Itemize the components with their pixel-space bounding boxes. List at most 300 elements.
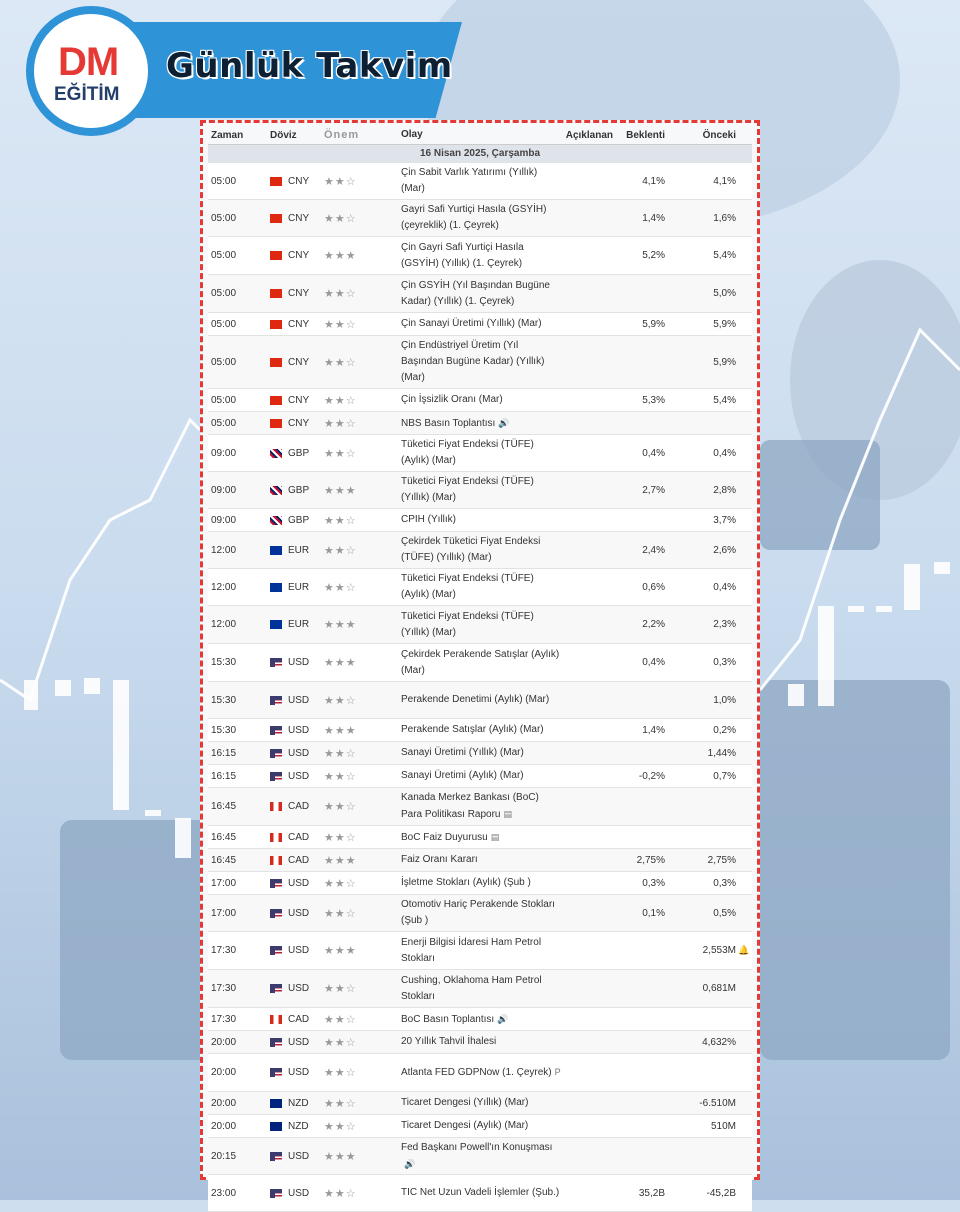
importance-stars-icon: ★★☆ — [324, 877, 357, 890]
event-time: 17:30 — [211, 1013, 237, 1025]
event-previous: 0,7% — [713, 770, 736, 782]
currency-code: USD — [288, 694, 310, 706]
event-time: 17:00 — [211, 907, 237, 919]
currency-code: USD — [288, 945, 310, 956]
importance-stars-icon: ★★★ — [324, 619, 357, 631]
event-time: 17:00 — [211, 877, 237, 889]
event-previous: -45,2B — [706, 1187, 736, 1199]
event-time: 12:00 — [211, 581, 237, 593]
event-currency — [270, 1067, 324, 1078]
event-expected: 1,4% — [642, 212, 665, 224]
event-name-text: Atlanta FED GDPNow (1. Çeyrek) — [401, 1067, 552, 1078]
event-name-text: Sanayi Üretimi (Yıllık) (Mar) — [401, 747, 524, 758]
importance-stars-icon: ★★★ — [324, 1150, 357, 1163]
event-time: 05:00 — [211, 394, 237, 406]
event-name-text: Ticaret Dengesi (Aylık) (Mar) — [401, 1120, 529, 1131]
event-name[interactable] — [401, 336, 561, 388]
table-row[interactable] — [208, 742, 752, 765]
importance-stars-icon: ★★☆ — [324, 581, 357, 594]
event-time: 20:00 — [211, 1067, 237, 1078]
event-previous: 0,5% — [713, 907, 736, 919]
event-time: 12:00 — [211, 544, 237, 556]
event-currency — [270, 250, 324, 261]
event-previous: 1,0% — [713, 694, 736, 706]
event-previous: 4,1% — [713, 175, 736, 187]
event-time: 23:00 — [211, 1187, 237, 1199]
event-time: 15:30 — [211, 724, 237, 736]
importance-stars-icon: ★★☆ — [324, 747, 357, 760]
event-previous: 2,6% — [713, 544, 736, 556]
event-name-text: BoC Faiz Duyurusu — [401, 831, 488, 843]
event-currency — [270, 1188, 324, 1199]
importance-stars-icon: ★★☆ — [324, 831, 357, 844]
importance-stars-icon: ★★☆ — [324, 288, 357, 300]
event-previous: -6.510M — [699, 1097, 736, 1109]
event-time: 15:30 — [211, 657, 237, 668]
table-row[interactable] — [208, 849, 752, 872]
importance-stars-icon: ★★★ — [324, 250, 357, 262]
importance-stars-icon: ★★☆ — [324, 1097, 357, 1110]
flag-icon — [270, 1122, 282, 1131]
event-currency — [270, 878, 324, 889]
flag-icon — [270, 984, 282, 993]
currency-code: NZD — [288, 1097, 309, 1109]
event-name[interactable] — [401, 850, 561, 870]
event-previous: 2,553M — [702, 945, 736, 956]
event-currency — [270, 619, 324, 630]
flag-icon — [270, 214, 282, 223]
currency-code: CNY — [288, 394, 310, 406]
calendar-frame — [200, 120, 760, 1200]
event-previous: 5,9% — [713, 356, 736, 368]
flag-icon — [270, 583, 282, 592]
event-name[interactable] — [401, 645, 561, 681]
flag-icon — [270, 909, 282, 918]
event-time: 16:15 — [211, 747, 237, 759]
importance-stars-icon: ★★☆ — [324, 1120, 357, 1133]
flag-icon — [270, 879, 282, 888]
event-name-text: NBS Basın Toplantısı — [401, 417, 496, 429]
event-name[interactable] — [401, 1116, 561, 1136]
event-currency — [270, 748, 324, 759]
header-importance: Önem — [324, 129, 360, 141]
importance-stars-icon: ★★☆ — [324, 770, 357, 783]
event-currency — [270, 1098, 324, 1109]
currency-code: GBP — [288, 484, 310, 496]
event-previous: 5,4% — [713, 394, 736, 406]
event-previous: 0,2% — [713, 724, 736, 736]
header-currency: Döviz — [270, 129, 297, 141]
currency-code: CNY — [288, 250, 310, 261]
event-previous: 5,9% — [713, 318, 736, 330]
table-row[interactable] — [208, 1092, 752, 1115]
event-currency — [270, 801, 324, 812]
event-name[interactable] — [401, 510, 561, 530]
event-currency — [270, 1037, 324, 1048]
event-name-text: Sanayi Üretimi (Aylık) (Mar) — [401, 770, 524, 781]
event-currency — [270, 908, 324, 919]
event-currency — [270, 1014, 324, 1025]
flag-icon — [270, 1152, 282, 1161]
event-name-text: Tüketici Fiyat Endeksi (TÜFE) (Aylık) (Mar) — [401, 573, 534, 600]
table-row[interactable] — [208, 826, 752, 849]
event-expected: 0,1% — [642, 907, 665, 919]
event-name[interactable] — [401, 413, 561, 434]
event-name-text: TIC Net Uzun Vadeli İşlemler (Şub.) — [401, 1187, 560, 1198]
event-list — [208, 163, 752, 1212]
speaker-icon: 🔊 — [404, 1158, 416, 1169]
logo-text-egitim: EĞİTİM — [54, 84, 120, 105]
event-currency — [270, 1121, 324, 1132]
currency-code: NZD — [288, 1120, 309, 1132]
event-currency — [270, 213, 324, 224]
event-name-text: Çekirdek Tüketici Fiyat Endeksi (TÜFE) (Yıllık) (Mar) — [401, 536, 541, 563]
event-name-text: Çin İşsizlik Oranı (Mar) — [401, 394, 503, 405]
event-name[interactable] — [401, 238, 561, 274]
event-name[interactable] — [401, 163, 561, 199]
table-row[interactable] — [208, 1054, 752, 1092]
event-name-text: Enerji Bilgisi İdaresi Ham Petrol Stokları — [401, 936, 542, 964]
table-row[interactable] — [208, 932, 752, 970]
event-time: 05:00 — [211, 288, 237, 299]
event-previous: 3,7% — [713, 514, 736, 526]
event-name-text: Tüketici Fiyat Endeksi (TÜFE) (Yıllık) (Mar) — [401, 610, 534, 638]
table-row[interactable] — [208, 682, 752, 719]
header-time: Zaman — [211, 129, 244, 141]
event-time: 20:00 — [211, 1036, 237, 1048]
event-expected: 5,9% — [642, 318, 665, 330]
event-name[interactable] — [401, 690, 561, 710]
event-name-text: BoC Basın Toplantısı — [401, 1013, 495, 1025]
table-row[interactable] — [208, 1115, 752, 1138]
event-name[interactable] — [401, 472, 561, 508]
event-name[interactable] — [401, 1032, 561, 1052]
event-time: 17:30 — [211, 983, 237, 994]
event-expected: 1,4% — [642, 724, 665, 736]
event-expected: 2,4% — [642, 544, 665, 556]
table-row[interactable] — [208, 532, 752, 569]
event-previous: 2,8% — [713, 484, 736, 496]
table-row[interactable] — [208, 313, 752, 336]
currency-code: EUR — [288, 619, 310, 630]
event-time: 16:45 — [211, 854, 237, 866]
event-name-text: Perakende Satışlar (Aylık) (Mar) — [401, 724, 544, 735]
event-time: 20:15 — [211, 1150, 237, 1162]
table-row[interactable] — [208, 509, 752, 532]
event-time: 05:00 — [211, 250, 237, 261]
flag-icon — [270, 620, 282, 629]
currency-code: CAD — [288, 1013, 310, 1025]
currency-code: USD — [288, 1187, 310, 1199]
flag-icon — [270, 696, 282, 705]
flag-icon — [270, 449, 282, 458]
event-name[interactable] — [401, 1138, 561, 1175]
table-row[interactable] — [208, 200, 752, 237]
table-row[interactable] — [208, 569, 752, 606]
event-expected: 5,3% — [642, 394, 665, 406]
event-currency — [270, 448, 324, 459]
preliminary-icon: P — [554, 1067, 561, 1077]
event-name-text: CPIH (Yıllık) — [401, 514, 456, 525]
event-currency — [270, 771, 324, 782]
event-name[interactable] — [401, 200, 561, 236]
event-name[interactable] — [401, 390, 561, 410]
flag-icon — [270, 396, 282, 405]
event-currency — [270, 983, 324, 994]
event-currency — [270, 855, 324, 866]
table-row[interactable] — [208, 336, 752, 389]
event-currency — [270, 288, 324, 299]
event-name[interactable] — [401, 766, 561, 786]
event-name[interactable] — [401, 532, 561, 568]
event-name[interactable] — [401, 1093, 561, 1113]
event-name-text: Otomotiv Hariç Perakende Stokları (Şub ) — [401, 899, 555, 926]
event-time: 09:00 — [211, 484, 237, 496]
brand-logo-badge — [26, 6, 156, 136]
event-name[interactable] — [401, 435, 561, 471]
event-previous: 4,632% — [702, 1036, 736, 1048]
table-row[interactable] — [208, 872, 752, 895]
event-name-text: 20 Yıllık Tahvil İhalesi — [401, 1036, 497, 1047]
event-time: 16:45 — [211, 831, 237, 843]
economic-calendar — [208, 126, 752, 1212]
event-currency — [270, 176, 324, 187]
importance-stars-icon: ★★☆ — [324, 907, 357, 920]
event-time: 05:00 — [211, 175, 237, 187]
flag-icon — [270, 726, 282, 735]
table-row[interactable] — [208, 412, 752, 435]
currency-code: EUR — [288, 581, 310, 593]
event-name-text: Ticaret Dengesi (Yıllık) (Mar) — [401, 1097, 529, 1108]
event-expected: 2,2% — [642, 619, 665, 630]
event-name-text: Perakende Denetimi (Aylık) (Mar) — [401, 694, 550, 705]
event-name-text: Gayri Safi Yurtiçi Hasıla (GSYİH) (çeyreklik) (1. Çeyrek) — [401, 204, 547, 231]
event-previous: 2,3% — [713, 619, 736, 630]
flag-icon — [270, 1038, 282, 1047]
event-time: 05:00 — [211, 318, 237, 330]
event-name[interactable] — [401, 1183, 561, 1203]
currency-code: USD — [288, 1067, 310, 1078]
event-currency — [270, 695, 324, 706]
currency-code: USD — [288, 747, 310, 759]
currency-code: CNY — [288, 175, 310, 187]
event-currency — [270, 485, 324, 496]
table-row[interactable] — [208, 788, 752, 826]
event-time: 20:00 — [211, 1097, 237, 1109]
event-name[interactable] — [401, 933, 561, 969]
event-name[interactable] — [401, 827, 561, 848]
event-expected: 35,2B — [638, 1187, 665, 1199]
importance-stars-icon: ★★☆ — [324, 1036, 357, 1049]
importance-stars-icon: ★★☆ — [324, 514, 357, 527]
currency-code: CNY — [288, 318, 310, 330]
page-title: Günlük Takvim — [166, 46, 453, 86]
table-row[interactable] — [208, 1138, 752, 1175]
flag-icon — [270, 320, 282, 329]
flag-icon — [270, 516, 282, 525]
table-row[interactable] — [208, 472, 752, 509]
table-row[interactable] — [208, 719, 752, 742]
event-expected: 0,3% — [642, 877, 665, 889]
event-name-text: Tüketici Fiyat Endeksi (TÜFE) (Yıllık) (Mar) — [401, 476, 534, 503]
event-name-text: İşletme Stokları (Aylık) (Şub ) — [401, 877, 531, 888]
importance-stars-icon: ★★★ — [324, 854, 357, 867]
importance-stars-icon: ★★★ — [324, 724, 357, 737]
currency-code: GBP — [288, 514, 310, 526]
importance-stars-icon: ★★★ — [324, 945, 357, 957]
event-currency — [270, 515, 324, 526]
document-icon: ▤ — [503, 809, 513, 819]
event-previous: 0,681M — [702, 983, 736, 994]
flag-icon — [270, 749, 282, 758]
event-previous: 0,4% — [713, 447, 736, 459]
event-time: 16:45 — [211, 801, 237, 812]
event-name[interactable] — [401, 314, 561, 334]
flag-icon — [270, 1099, 282, 1108]
currency-code: USD — [288, 1150, 310, 1162]
importance-stars-icon: ★★★ — [324, 657, 357, 669]
table-row[interactable] — [208, 606, 752, 644]
importance-stars-icon: ★★☆ — [324, 1013, 357, 1026]
importance-stars-icon: ★★☆ — [324, 417, 357, 430]
event-name[interactable] — [401, 743, 561, 763]
importance-stars-icon: ★★★ — [324, 484, 357, 497]
currency-code: GBP — [288, 447, 310, 459]
event-currency — [270, 725, 324, 736]
importance-stars-icon: ★★☆ — [324, 1067, 357, 1079]
event-currency — [270, 657, 324, 668]
flag-icon — [270, 1189, 282, 1198]
currency-code: CAD — [288, 854, 310, 866]
table-header — [208, 126, 752, 145]
event-currency — [270, 357, 324, 368]
flag-icon — [270, 1015, 282, 1024]
event-name[interactable] — [401, 1009, 561, 1030]
event-name-text: Tüketici Fiyat Endeksi (TÜFE) (Aylık) (Mar) — [401, 439, 534, 466]
flag-icon — [270, 358, 282, 367]
event-name[interactable] — [401, 895, 561, 931]
table-row[interactable] — [208, 644, 752, 682]
event-time: 09:00 — [211, 447, 237, 459]
currency-code: USD — [288, 1036, 310, 1048]
table-row[interactable] — [208, 895, 752, 932]
event-name[interactable] — [401, 873, 561, 893]
importance-stars-icon: ★★☆ — [324, 356, 357, 369]
event-previous: 0,3% — [713, 877, 736, 889]
currency-code: USD — [288, 877, 310, 889]
document-icon: ▤ — [490, 831, 500, 842]
bell-icon[interactable]: 🔔 — [738, 945, 750, 955]
event-currency — [270, 418, 324, 429]
table-row[interactable] — [208, 1008, 752, 1031]
flag-icon — [270, 946, 282, 955]
event-time: 09:00 — [211, 514, 237, 526]
event-expected: 0,4% — [642, 657, 665, 668]
currency-code: CNY — [288, 417, 310, 429]
table-row[interactable] — [208, 163, 752, 200]
speaker-icon: 🔊 — [498, 417, 510, 428]
event-time: 05:00 — [211, 212, 237, 224]
event-time: 20:00 — [211, 1120, 237, 1132]
currency-code: CNY — [288, 288, 310, 299]
table-row[interactable] — [208, 237, 752, 275]
currency-code: USD — [288, 724, 310, 736]
table-row[interactable] — [208, 435, 752, 472]
event-name[interactable] — [401, 607, 561, 643]
currency-code: CAD — [288, 831, 310, 843]
importance-stars-icon: ★★☆ — [324, 212, 357, 225]
flag-icon — [270, 856, 282, 865]
importance-stars-icon: ★★☆ — [324, 394, 357, 407]
event-previous: 2,75% — [707, 854, 736, 866]
header-previous: Önceki — [702, 129, 736, 141]
event-previous: 510M — [710, 1120, 736, 1132]
currency-code: CAD — [288, 801, 310, 812]
currency-code: EUR — [288, 544, 310, 556]
event-currency — [270, 945, 324, 956]
event-name-text: Çin Sanayi Üretimi (Yıllık) (Mar) — [401, 318, 542, 329]
flag-icon — [270, 289, 282, 298]
importance-stars-icon: ★★☆ — [324, 544, 357, 557]
event-previous: 5,0% — [713, 288, 736, 299]
event-time: 05:00 — [211, 356, 237, 368]
event-expected: 5,2% — [642, 250, 665, 261]
flag-icon — [270, 1068, 282, 1077]
table-row[interactable] — [208, 765, 752, 788]
currency-code: USD — [288, 657, 310, 668]
event-name[interactable] — [401, 720, 561, 740]
event-time: 12:00 — [211, 619, 237, 630]
currency-code: USD — [288, 770, 310, 782]
table-row[interactable] — [208, 1175, 752, 1212]
event-currency — [270, 545, 324, 556]
event-expected: 0,4% — [642, 447, 665, 459]
importance-stars-icon: ★★☆ — [324, 318, 357, 331]
table-row[interactable] — [208, 389, 752, 412]
header-event: Olay — [401, 129, 423, 140]
currency-code: CNY — [288, 356, 310, 368]
table-row[interactable] — [208, 970, 752, 1008]
event-name[interactable] — [401, 276, 561, 312]
event-previous: 1,44% — [707, 747, 736, 759]
importance-stars-icon: ★★☆ — [324, 1187, 357, 1200]
table-row[interactable] — [208, 1031, 752, 1054]
event-name[interactable] — [401, 1062, 561, 1083]
event-time: 16:15 — [211, 770, 237, 782]
event-name[interactable] — [401, 971, 561, 1007]
event-expected: 2,7% — [642, 484, 665, 496]
currency-code: CNY — [288, 212, 310, 224]
importance-stars-icon: ★★☆ — [324, 175, 357, 188]
event-previous: 5,4% — [713, 250, 736, 261]
importance-stars-icon: ★★☆ — [324, 801, 357, 813]
event-name-text: Çin GSYİH (Yıl Başından Bugüne Kadar) (Yıllık) (1. Çeyrek) — [401, 279, 550, 307]
event-name-text: Çin Gayri Safi Yurtiçi Hasıla (GSYİH) (Yıllık) (1. Çeyrek) — [401, 241, 524, 269]
event-previous: 0,4% — [713, 581, 736, 593]
event-time: 17:30 — [211, 945, 237, 956]
event-name[interactable] — [401, 569, 561, 605]
event-previous: 0,3% — [713, 657, 736, 668]
event-name[interactable] — [401, 788, 561, 825]
currency-code: USD — [288, 907, 310, 919]
event-currency — [270, 395, 324, 406]
table-row[interactable] — [208, 275, 752, 313]
flag-icon — [270, 802, 282, 811]
event-name-text: Çin Sabit Varlık Yatırımı (Yıllık) (Mar) — [401, 167, 538, 194]
speaker-icon: 🔊 — [497, 1013, 509, 1024]
event-time: 15:30 — [211, 694, 237, 706]
header-expected: Beklenti — [626, 129, 665, 141]
